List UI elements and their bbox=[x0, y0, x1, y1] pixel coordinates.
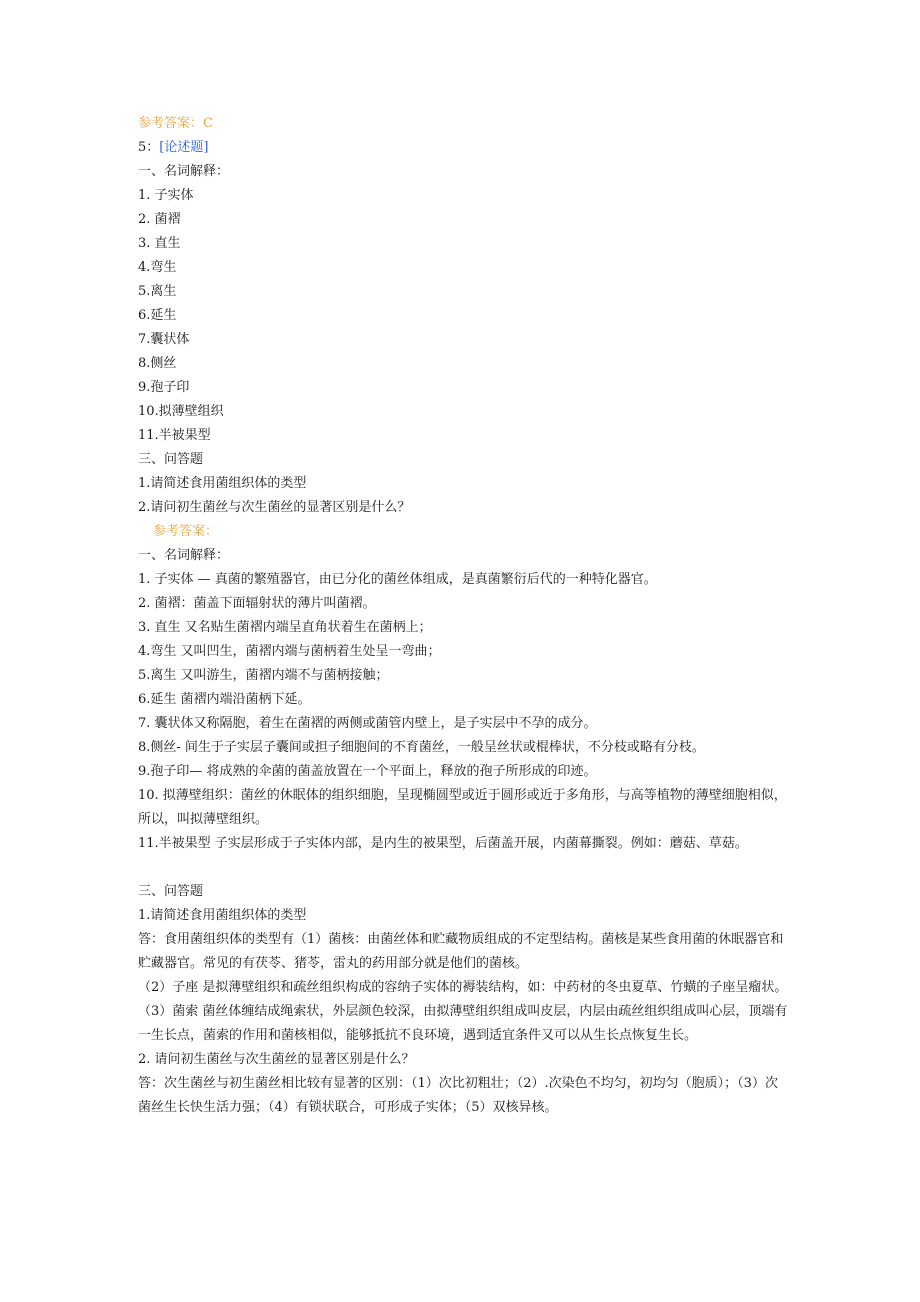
definition-item: 10. 拟薄壁组织：菌丝的休眠体的组织细胞，呈现椭圆型或近于圆形或近于多角形，与高等植物的薄壁细胞相似，所以，叫拟薄壁组织。 bbox=[138, 788, 787, 827]
definition-item: 6.延生 菌褶内端沿菌柄下延。 bbox=[138, 692, 311, 707]
term-item: 3. 直生 bbox=[138, 236, 181, 251]
term-item: 2. 菌褶 bbox=[138, 212, 181, 227]
definition-item: 7. 囊状体又称隔胞，着生在菌褶的两侧或菌管内壁上，是子实层中不孕的成分。 bbox=[138, 716, 597, 731]
definition-item: 11.半被果型 子实层形成于子实体内部，是内生的被果型，后菌盖开展，内菌幕撕裂。例如：蘑菇、草菇。 bbox=[138, 836, 748, 851]
qa-item: 2.请问初生菌丝与次生菌丝的显著区别是什么？ bbox=[138, 500, 411, 515]
definition-item: 4.弯生 又叫凹生，菌褶内端与菌柄着生处呈一弯曲； bbox=[138, 644, 441, 659]
definition-item: 1. 子实体 — 真菌的繁殖器官，由已分化的菌丝体组成，是真菌繁衍后代的一种特化器官。 bbox=[138, 572, 657, 587]
term-item: 6.延生 bbox=[138, 308, 177, 323]
ref-question-1: 1.请简述食用菌组织体的类型 bbox=[138, 908, 307, 923]
term-item: 7.囊状体 bbox=[138, 332, 190, 347]
answer-1-part: 答：食用菌组织体的类型有（1）菌核：由菌丝体和贮藏物质组成的不定型结构。菌核是某些食用菌的休眠器官和贮藏器官。常见的有茯苓、猪苓，雷丸的药用部分就是他们的菌核。 bbox=[138, 932, 784, 971]
term-item: 4.弯生 bbox=[138, 260, 177, 275]
definition-item: 9.孢子印— 将成熟的伞菌的菌盖放置在一个平面上，释放的孢子所形成的印迹。 bbox=[138, 764, 597, 779]
term-item: 11.半被果型 bbox=[138, 428, 211, 443]
term-item: 1. 子实体 bbox=[138, 188, 194, 203]
ref-section-title-terms: 一、名词解释： bbox=[138, 548, 230, 563]
definition-item: 8.侧丝- 间生于子实层子囊间或担子细胞间的不育菌丝，一般呈丝状或棍棒状，不分枝或略有分枝。 bbox=[138, 740, 705, 755]
definition-item: 3. 直生 又名贴生菌褶内端呈直角状着生在菌柄上； bbox=[138, 620, 432, 635]
term-item: 5.离生 bbox=[138, 284, 177, 299]
question-header bbox=[138, 136, 788, 160]
definition-item: 2. 菌褶：菌盖下面辐射状的薄片叫菌褶。 bbox=[138, 596, 376, 611]
question-type-link[interactable]: [论述题] bbox=[159, 140, 209, 155]
ref-section-title-qa: 三、问答题 bbox=[138, 884, 204, 899]
answer-1-part: （3）菌索 菌丝体缠结成绳索状，外层颜色较深，由拟薄壁组织组成叫皮层，内层由疏丝组织组成叫心层，顶端有一生长点，菌索的作用和菌核相似，能够抵抗不良环境，遇到适宜条件又可以从生长点恢复生长。 bbox=[138, 1004, 788, 1043]
answer-1-part: （2）子座 是拟薄壁组织和疏丝组织构成的容纳子实体的褥装结构，如：中药材的冬虫夏草、竹蟥的子座呈瘤状。 bbox=[138, 980, 788, 995]
term-item: 9.孢子印 bbox=[138, 380, 190, 395]
question-number: 5： bbox=[138, 140, 160, 155]
previous-answer: 参考答案：C bbox=[138, 116, 213, 131]
section-title-qa: 三、问答题 bbox=[138, 452, 204, 467]
reference-answer-title: 参考答案： bbox=[153, 524, 219, 539]
blank-line bbox=[138, 856, 788, 880]
term-item: 8.侧丝 bbox=[138, 356, 177, 371]
answer-2: 答：次生菌丝与初生菌丝相比较有显著的区别：（1）次比初粗壮；（2）.次染色不均匀，初均匀（胞质）；（3）次菌丝生长快生活力强；（4）有锁状联合，可形成子实体；（5）双核异核。 bbox=[138, 1076, 778, 1115]
ref-question-2: 2. 请问初生菌丝与次生菌丝的显著区别是什么？ bbox=[138, 1052, 415, 1067]
qa-item: 1.请简述食用菌组织体的类型 bbox=[138, 476, 307, 491]
term-item: 10.拟薄壁组织 bbox=[138, 404, 224, 419]
document-page bbox=[138, 112, 788, 1120]
section-title-terms: 一、名词解释： bbox=[138, 164, 230, 179]
definition-item: 5.离生 又叫游生，菌褶内端不与菌柄接触； bbox=[138, 668, 389, 683]
